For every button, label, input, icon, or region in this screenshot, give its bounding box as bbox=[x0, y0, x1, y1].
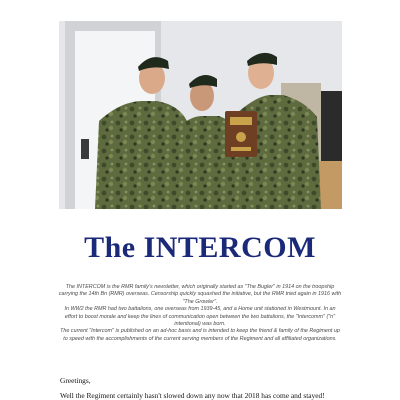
intro-paragraph-1: The INTERCOM is the RMR family's newsletter, which originally started as "The Bugler" in 1914 on the troopship carrying the 14th Bn (RMR) overseas. Censorship quickly squashed the initiative, but the RMR tried again in 1916 with "The Growler". bbox=[58, 284, 342, 305]
header-photo bbox=[59, 21, 342, 209]
plaque-plate bbox=[230, 117, 252, 125]
intro-paragraph-2: In WW2 the RMR had two battalions, one overseas from 1939-45, and a Home unit stationed in Westmount. In an effort to boost morale and keep the lines of communication open between the two battalions, the "Intercomm" ("n" intentional) was born. bbox=[64, 306, 336, 328]
opening-line: Well the Regiment certainly hasn't slowed down any now that 2018 has come and stayed! bbox=[60, 391, 325, 400]
intro-paragraph-3: The current "Intercom" is published on an ad-hoc basis and is intended to keep the friend & family of the Regiment up to speed with the accomplishments of the current serving members of the Regiment and all affiliated organizations. bbox=[60, 328, 340, 342]
soldiers-photo-illustration bbox=[59, 21, 342, 209]
monitor bbox=[321, 91, 342, 161]
plaque-plate-small bbox=[231, 147, 251, 151]
greeting: Greetings, bbox=[60, 376, 91, 385]
intro-text bbox=[58, 284, 342, 343]
door-handle bbox=[81, 139, 89, 159]
plaque-badge bbox=[236, 132, 246, 142]
newsletter-title: The INTERCOM bbox=[84, 231, 316, 264]
